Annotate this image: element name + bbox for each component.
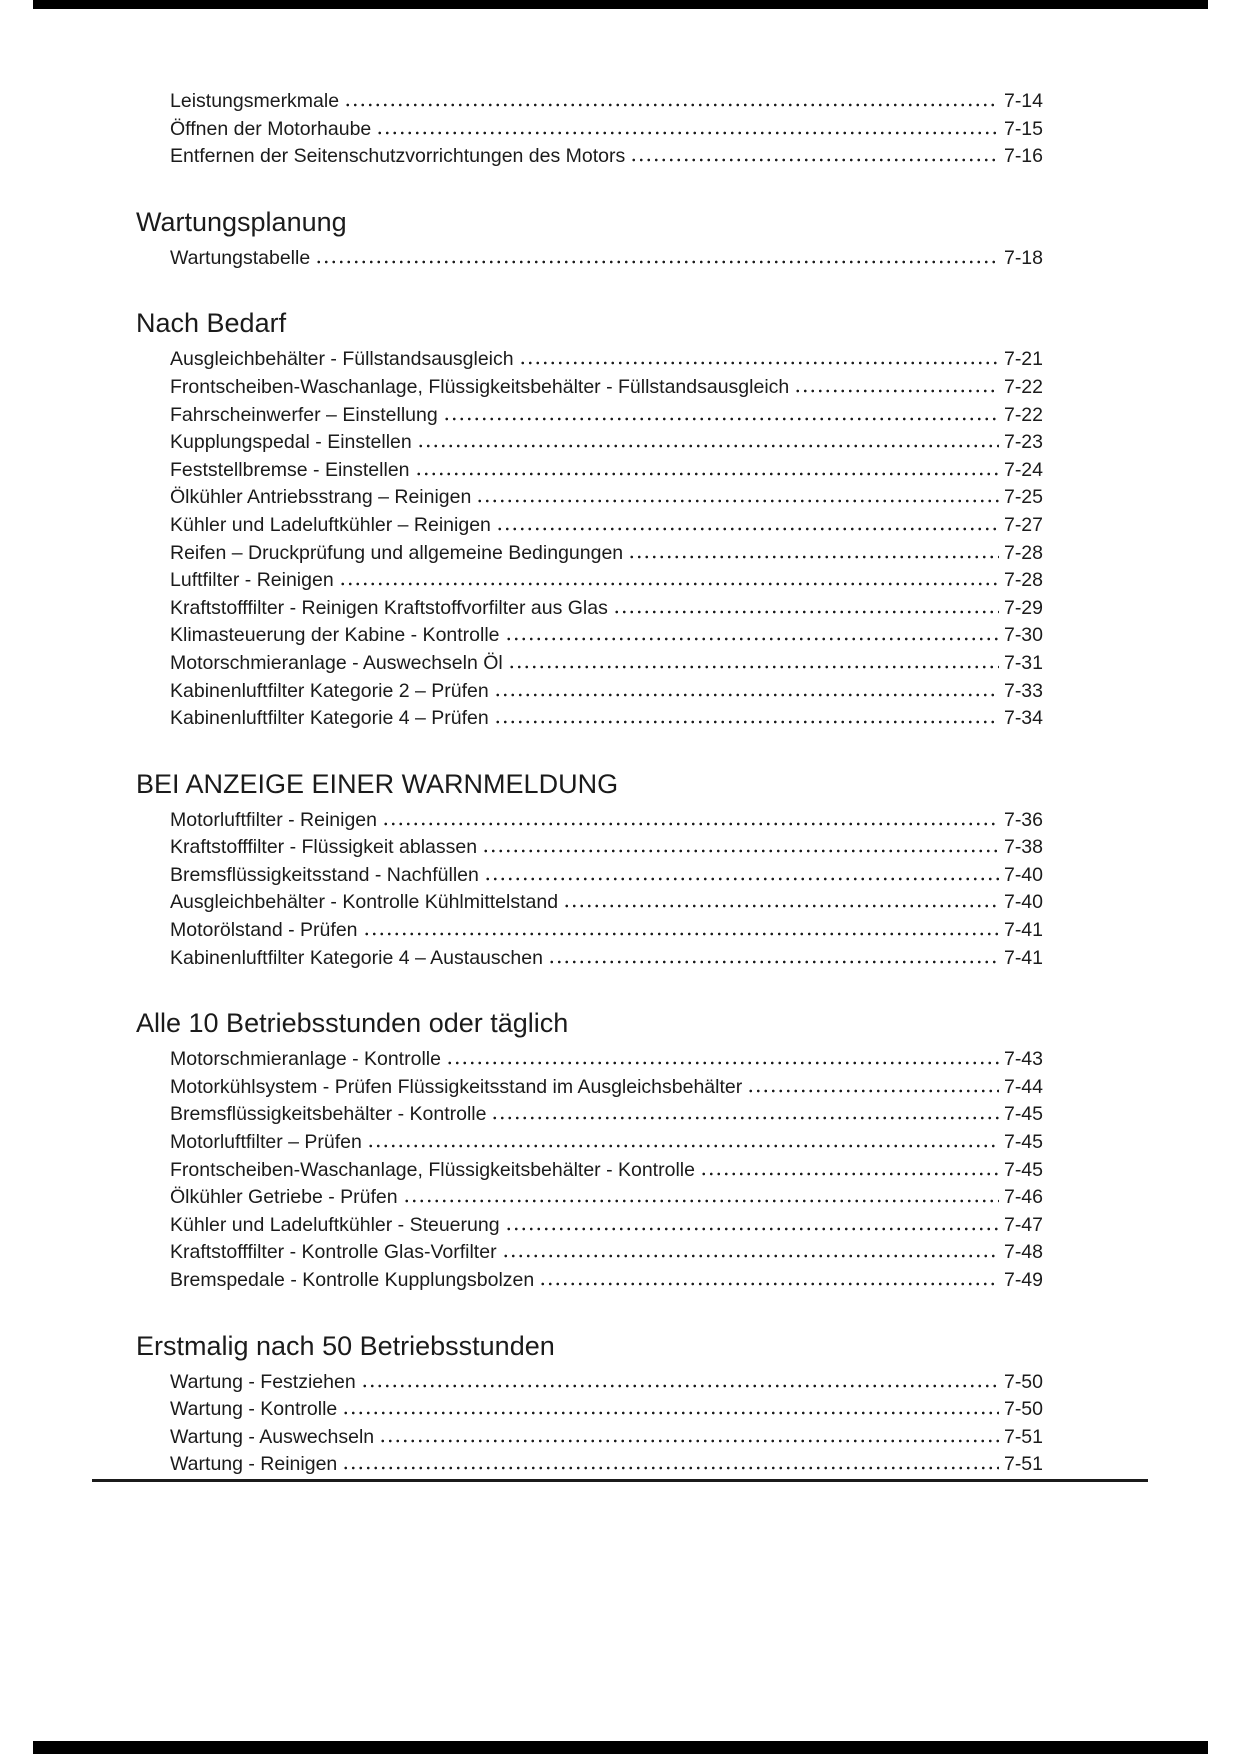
dot-leader (417, 444, 999, 448)
toc-entry-label: Ölkühler Getriebe - Prüfen (170, 1186, 398, 1209)
dot-leader (502, 1254, 999, 1258)
toc-entry (170, 143, 1043, 171)
toc-entry-page: 7-30 (1003, 624, 1043, 647)
toc-entry-page: 7-41 (1003, 919, 1043, 942)
toc-entry-label: Entfernen der Seitenschutzvorrichtungen des Motors (170, 145, 626, 168)
toc-entry-label: Wartung - Festziehen (170, 1370, 356, 1393)
toc-entry (170, 1424, 1043, 1452)
toc-entry-label: Kraftstofffilter - Flüssigkeit ablassen (170, 836, 478, 859)
toc-section (136, 767, 1043, 973)
toc-entry-page: 7-48 (1003, 1241, 1043, 1264)
toc-entry-label: Ausgleichbehälter - Kontrolle Kühlmittelstand (170, 891, 559, 914)
toc-entry-page: 7-27 (1003, 513, 1043, 536)
dot-leader (403, 1199, 999, 1203)
toc-entry (170, 1074, 1043, 1102)
toc-entry-label: Wartungstabelle (170, 246, 311, 269)
dot-leader (339, 582, 999, 586)
toc-entry-label: Motorschmieranlage - Auswechseln Öl (170, 651, 503, 674)
dot-leader (315, 260, 999, 264)
dot-leader (505, 637, 999, 641)
toc-entry-label: Wartung - Auswechseln (170, 1425, 375, 1448)
toc-entry (170, 1046, 1043, 1074)
toc-entry-label: Ausgleichbehälter - Füllstandsausgleich (170, 348, 514, 371)
dot-leader (747, 1089, 999, 1093)
toc-entry (170, 945, 1043, 973)
toc-entry-label: Kraftstofffilter - Kontrolle Glas-Vorfilter (170, 1241, 497, 1264)
section-entries (136, 807, 1043, 973)
toc-entry-label: Wartung - Reinigen (170, 1453, 338, 1476)
toc-entry-label: Motorölstand - Prüfen (170, 919, 358, 942)
toc-section (136, 306, 1043, 732)
toc-entry-page: 7-40 (1003, 891, 1043, 914)
toc-entry-page: 7-45 (1003, 1158, 1043, 1181)
toc-entry-label: Bremsflüssigkeitsbehälter - Kontrolle (170, 1103, 487, 1126)
toc-entry (170, 678, 1043, 706)
toc-entry-label: Kabinenluftfilter Kategorie 4 – Prüfen (170, 707, 489, 730)
dot-leader (476, 499, 999, 503)
toc-entry-page: 7-43 (1003, 1048, 1043, 1071)
dot-leader (367, 1144, 999, 1148)
toc-entry (170, 429, 1043, 457)
toc-entry-label: Reifen – Druckprüfung und allgemeine Bedingungen (170, 541, 624, 564)
toc-entry (170, 512, 1043, 540)
toc-entry (170, 834, 1043, 862)
dot-leader (484, 877, 999, 881)
toc-entry-label: Kabinenluftfilter Kategorie 4 – Austauschen (170, 946, 543, 969)
section-title: Wartungsplanung (136, 206, 347, 237)
toc-entry (170, 402, 1043, 430)
dot-leader (361, 1384, 999, 1388)
toc-entry (170, 457, 1043, 485)
toc-entry (170, 807, 1043, 835)
toc-entry (170, 567, 1043, 595)
toc-entry (170, 1129, 1043, 1157)
toc (136, 88, 1043, 1479)
toc-entry (170, 1184, 1043, 1212)
toc-entry-page: 7-28 (1003, 569, 1043, 592)
dot-leader (382, 822, 999, 826)
dot-leader (519, 361, 999, 365)
toc-entry (170, 862, 1043, 890)
toc-entry-page: 7-25 (1003, 486, 1043, 509)
dot-leader (548, 960, 999, 964)
toc-entry-label: Öffnen der Motorhaube (170, 117, 372, 140)
toc-entry-page: 7-16 (1003, 145, 1043, 168)
toc-entry-page: 7-46 (1003, 1186, 1043, 1209)
section-entries (136, 346, 1043, 732)
dot-leader (539, 1282, 999, 1286)
toc-entry-label: Kühler und Ladeluftkühler – Reinigen (170, 513, 491, 536)
toc-entry-page: 7-49 (1003, 1269, 1043, 1291)
dot-leader (613, 610, 999, 614)
toc-entry (170, 1212, 1043, 1240)
toc-entry (170, 116, 1043, 144)
dot-leader (379, 1439, 999, 1443)
dot-leader (342, 1411, 999, 1415)
section-title: Nach Bedarf (136, 308, 287, 339)
toc-entry-page: 7-50 (1003, 1398, 1043, 1421)
toc-entry (170, 650, 1043, 678)
toc-entry (170, 889, 1043, 917)
dot-leader (505, 1227, 999, 1231)
dot-leader (496, 527, 999, 531)
toc-entry-label: Kabinenluftfilter Kategorie 2 – Prüfen (170, 679, 489, 702)
toc-entry-page: 7-44 (1003, 1075, 1043, 1098)
footer-rule (92, 1479, 1148, 1482)
toc-entry-label: Kupplungspedal - Einstellen (170, 431, 412, 454)
toc-entry (170, 245, 1043, 273)
toc-entry-page: 7-51 (1003, 1425, 1043, 1448)
toc-entry-label: Frontscheiben-Waschanlage, Flüssigkeitsbehälter - Kontrolle (170, 1158, 695, 1181)
toc-entry-page: 7-36 (1003, 808, 1043, 831)
toc-entry (170, 1267, 1043, 1295)
dot-leader (628, 555, 999, 559)
toc-section (136, 88, 1043, 171)
toc-entry-label: Motorschmieranlage - Kontrolle (170, 1048, 441, 1071)
dot-leader (494, 720, 999, 724)
toc-entry-label: Motorkühlsystem - Prüfen Flüssigkeitsstand im Ausgleichsbehälter (170, 1075, 743, 1098)
toc-entry (170, 1239, 1043, 1267)
dot-leader (344, 103, 999, 107)
toc-entry-label: Kühler und Ladeluftkühler - Steuerung (170, 1213, 500, 1236)
toc-entry-page: 7-31 (1003, 651, 1043, 674)
dot-leader (446, 1061, 999, 1065)
section-title: Alle 10 Betriebsstunden oder täglich (136, 1008, 569, 1039)
dot-leader (376, 131, 999, 135)
toc-entry-label: Motorluftfilter – Prüfen (170, 1131, 362, 1154)
dot-leader (415, 472, 999, 476)
dot-leader (443, 417, 999, 421)
toc-entry-page: 7-50 (1003, 1370, 1043, 1393)
toc-entry-page: 7-40 (1003, 863, 1043, 886)
toc-entry (170, 1396, 1043, 1424)
toc-entry (170, 346, 1043, 374)
toc-entry-page: 7-22 (1003, 403, 1043, 426)
toc-entry (170, 1157, 1043, 1185)
dot-leader (342, 1466, 999, 1470)
toc-section (136, 1329, 1043, 1479)
toc-entry (170, 595, 1043, 623)
toc-entry-label: Fahrscheinwerfer – Einstellung (170, 403, 438, 426)
toc-entry-page: 7-45 (1003, 1103, 1043, 1126)
toc-entry-page: 7-34 (1003, 707, 1043, 730)
dot-leader (482, 849, 999, 853)
toc-entry (170, 1101, 1043, 1129)
toc-entry-label: Motorluftfilter - Reinigen (170, 808, 377, 831)
toc-section (136, 205, 1043, 273)
toc-entry-page: 7-28 (1003, 541, 1043, 564)
dot-leader (700, 1172, 999, 1176)
section-entries (136, 1046, 1043, 1294)
toc-entry (170, 1369, 1043, 1397)
toc-entry (170, 917, 1043, 945)
toc-entry-page: 7-33 (1003, 679, 1043, 702)
toc-entry (170, 540, 1043, 568)
dot-leader (363, 932, 999, 936)
toc-entry-label: Kraftstofffilter - Reinigen Kraftstoffvorfilter aus Glas (170, 596, 608, 619)
toc-entry-label: Leistungsmerkmale (170, 90, 340, 112)
dot-leader (494, 693, 999, 697)
toc-entry-page: 7-45 (1003, 1131, 1043, 1154)
section-entries (136, 1369, 1043, 1479)
top-border-bar (33, 0, 1208, 9)
section-title: BEI ANZEIGE EINER WARNMELDUNG (136, 768, 619, 799)
toc-entry-label: Feststellbremse - Einstellen (170, 458, 410, 481)
toc-entry (170, 88, 1043, 116)
toc-entry-page: 7-22 (1003, 375, 1043, 398)
dot-leader (563, 904, 999, 908)
toc-entry-page: 7-15 (1003, 117, 1043, 140)
toc-entry (170, 622, 1043, 650)
toc-entry-page: 7-14 (1003, 90, 1043, 112)
toc-section (136, 1006, 1043, 1294)
dot-leader (508, 665, 999, 669)
toc-entry-page: 7-24 (1003, 458, 1043, 481)
toc-entry (170, 1451, 1043, 1479)
dot-leader (630, 158, 999, 162)
toc-entry-label: Frontscheiben-Waschanlage, Flüssigkeitsbehälter - Füllstandsausgleich (170, 375, 790, 398)
toc-entry (170, 374, 1043, 402)
section-entries (136, 245, 1043, 273)
toc-entry-label: Bremspedale - Kontrolle Kupplungsbolzen (170, 1269, 535, 1291)
toc-entry (170, 705, 1043, 733)
toc-entry-page: 7-51 (1003, 1453, 1043, 1476)
dot-leader (794, 389, 999, 393)
toc-entry (170, 484, 1043, 512)
toc-entry-page: 7-18 (1003, 246, 1043, 269)
toc-entry-label: Ölkühler Antriebsstrang – Reinigen (170, 486, 472, 509)
bottom-border-bar (33, 1741, 1208, 1754)
toc-entry-page: 7-23 (1003, 431, 1043, 454)
toc-entry-page: 7-21 (1003, 348, 1043, 371)
toc-entry-page: 7-47 (1003, 1213, 1043, 1236)
toc-entry-label: Luftfilter - Reinigen (170, 569, 334, 592)
dot-leader (491, 1116, 999, 1120)
toc-entry-page: 7-41 (1003, 946, 1043, 969)
toc-entry-label: Klimasteuerung der Kabine - Kontrolle (170, 624, 500, 647)
toc-entry-label: Wartung - Kontrolle (170, 1398, 338, 1421)
section-entries (136, 88, 1043, 171)
toc-entry-page: 7-38 (1003, 836, 1043, 859)
section-title: Erstmalig nach 50 Betriebsstunden (136, 1330, 555, 1361)
toc-entry-label: Bremsflüssigkeitsstand - Nachfüllen (170, 863, 479, 886)
toc-entry-page: 7-29 (1003, 596, 1043, 619)
